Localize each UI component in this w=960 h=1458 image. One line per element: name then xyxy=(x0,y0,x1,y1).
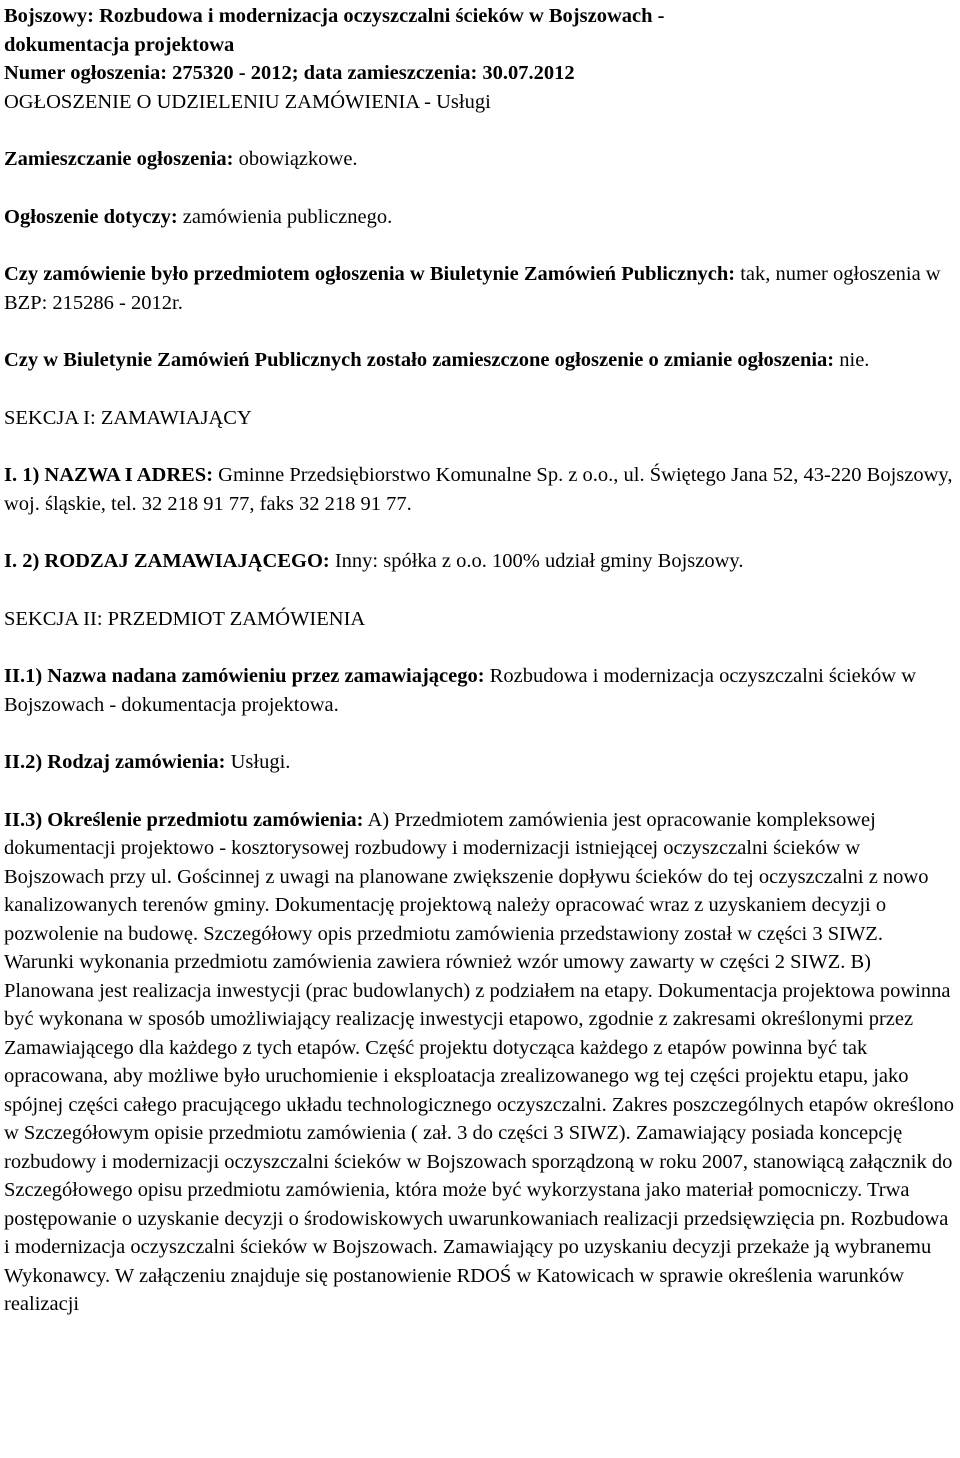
notice-type: OGŁOSZENIE O UDZIELENIU ZAMÓWIENIA - Usługi xyxy=(4,90,491,113)
change-label: Czy w Biuletynie Zamówień Publicznych zostało zamieszczone ogłoszenie o zmianie ogłoszenia: xyxy=(4,349,835,371)
bzp-value: tak, numer ogłoszenia w BZP: 215286 - 2012r. xyxy=(4,263,941,314)
concerns-value: zamówienia publicznego. xyxy=(177,205,393,228)
spacer xyxy=(4,518,954,547)
spacer xyxy=(4,174,954,203)
document-title-line-1: Bojszowy: Rozbudowa i modernizacja oczyszczalni ścieków w Bojszowach - xyxy=(4,5,665,27)
change-field xyxy=(4,346,954,375)
notice-number-line: Numer ogłoszenia: 275320 - 2012; data zamieszczenia: 30.07.2012 xyxy=(4,62,575,84)
bzp-label: Czy zamówienie było przedmiotem ogłoszenia w Biuletynie Zamówień Publicznych: xyxy=(4,263,736,285)
order-kind-field xyxy=(4,748,954,777)
name-address-value: Gminne Przedsiębiorstwo Komunalne Sp. z o.o., ul. Świętego Jana 52, 43-220 Bojszowy, woj. śląskie, tel. 32 218 91 77, faks 32 218 91 77. xyxy=(4,464,953,515)
contracting-type-value: Inny: spółka z o.o. 100% udział gminy Bojszowy. xyxy=(329,550,744,572)
contracting-type-label: I. 2) RODZAJ ZAMAWIAJĄCEGO: xyxy=(4,550,330,572)
spacer xyxy=(4,116,954,145)
spacer xyxy=(4,719,954,748)
section-2-heading: SEKCJA II: PRZEDMIOT ZAMÓWIENIA xyxy=(4,607,366,630)
order-kind-value: Usługi. xyxy=(225,751,291,773)
spacer xyxy=(4,317,954,346)
placement-value: obowiązkowe. xyxy=(233,148,358,170)
order-name-value: Rozbudowa i modernizacja oczyszczalni ścieków w Bojszowach - dokumentacja projektowa. xyxy=(4,665,917,716)
name-address-label: I. 1) NAZWA I ADRES: xyxy=(4,464,214,486)
spacer xyxy=(4,633,954,662)
order-name-label: II.1) Nazwa nadana zamówieniu przez zamawiającego: xyxy=(4,665,485,687)
name-address-field xyxy=(4,461,954,518)
order-kind-label: II.2) Rodzaj zamówienia: xyxy=(4,751,226,773)
order-description-value: A) Przedmiotem zamówienia jest opracowanie kompleksowej dokumentacji projektowo - kosztorysowej rozbudowy i modernizacji istniejącej oczyszczalni ścieków w Bojszowach przy ul. Gościnnej z uwagi na planowane zwiększenie dopływu ścieków do tej oczyszczalni z nowo kanalizowanych terenów gminy. Dokumentację projektową należy opracować wraz z uzyskaniem decyzji o pozwolenie na budowę. Szczegółowy opis przedmiotu zamówienia przedstawiony został w części 3 SIWZ. Warunki wykonania przedmiotu zamówienia zawiera również wzór umowy zawarty w części 2 SIWZ. B) Planowana jest realizacja inwestycji (prac budowlanych) z podziałem na etapy. Dokumentacja projektowa powinna być wykonana w sposób umożliwiający realizację inwestycji etapowo, zgodnie z zakresami określonymi przez Zamawiającego dla każdego z tych etapów. Część projektu dotycząca każdego z etapów powinna być tak opracowana, aby możliwe było uruchomienie i eksploatacja zrealizowanego wg tej części projektu etapu, jako spójnej części całego pracującego układu technologicznego oczyszczalni. Zakres poszczególnych etapów określono w Szczegółowym opisie przedmiotu zamówienia ( zał. 3 do części 3 SIWZ). Zamawiający posiada koncepcję rozbudowy i modernizacji oczyszczalni ścieków w Bojszowach sporządzoną w roku 2007, stanowiącą załącznik do Szczegółowego opisu przedmiotu zamówienia, która może być wykorzystana jako materiał pomocniczy. Trwa postępowanie o uzyskanie decyzji o środowiskowych uwarunkowaniach realizacji przedsięwzięcia pn. Rozbudowa i modernizacja oczyszczalni ścieków w Bojszowach. Zamawiający po uzyskaniu decyzji przekaże ją wybranemu Wykonawcy. W załączeniu znajduje się postanowienie RDOŚ w Katowicach w sprawie określenia warunków realizacji xyxy=(4,808,954,1315)
spacer xyxy=(4,432,954,461)
concerns-label: Ogłoszenie dotyczy: xyxy=(4,205,178,228)
spacer xyxy=(4,375,954,404)
change-value: nie. xyxy=(834,349,870,371)
spacer xyxy=(4,576,954,605)
document-title-line-2: dokumentacja projektowa xyxy=(4,33,235,56)
placement-label: Zamieszczanie ogłoszenia: xyxy=(4,148,234,170)
spacer xyxy=(4,231,954,260)
placement-field xyxy=(4,145,954,174)
contracting-type-field xyxy=(4,547,954,576)
section-1-heading: SEKCJA I: ZAMAWIAJĄCY xyxy=(4,406,252,429)
order-description-label: II.3) Określenie przedmiotu zamówienia: xyxy=(4,808,364,831)
bzp-field xyxy=(4,260,954,317)
order-name-field xyxy=(4,662,954,719)
order-description-field xyxy=(4,806,954,1319)
concerns-field xyxy=(4,203,954,232)
document-header xyxy=(4,0,954,116)
spacer xyxy=(4,777,954,806)
